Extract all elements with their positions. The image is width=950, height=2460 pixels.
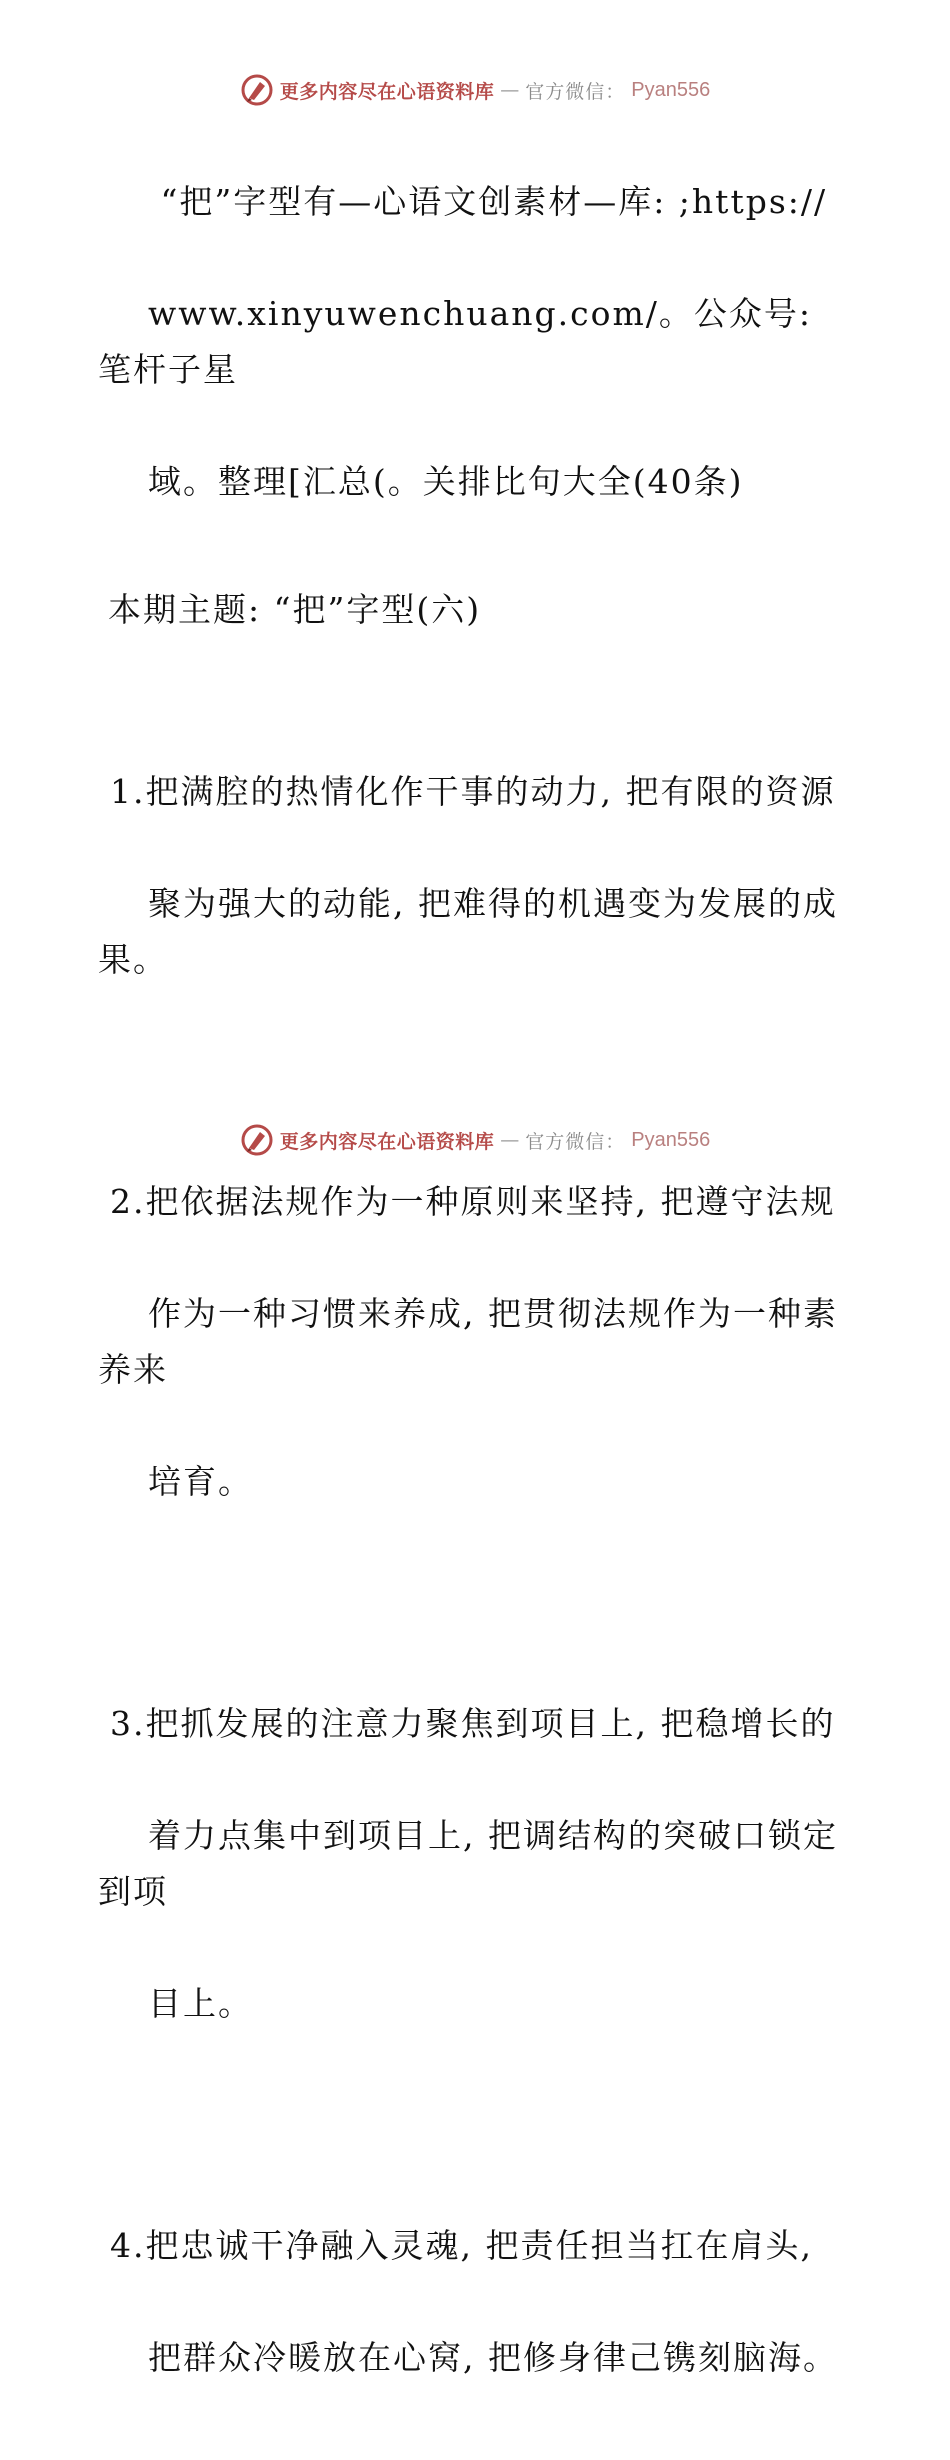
item-line: 目上。 bbox=[147, 1984, 253, 2023]
banner-brand-text: 更多内容尽在心语资料库 bbox=[279, 1130, 495, 1153]
section-subtitle: 本期主题: “把”字型(六) bbox=[108, 590, 482, 629]
banner-wechat-handle: Pyan556 bbox=[631, 78, 711, 101]
footer-banner bbox=[0, 1122, 950, 1158]
intro-line-2: www.xinyuwenchuang.com/。公众号: 笔杆子星 bbox=[98, 294, 825, 389]
pen-logo-icon bbox=[240, 73, 274, 107]
header-banner bbox=[0, 72, 950, 108]
intro-paragraph bbox=[98, 118, 858, 566]
list-item-4 bbox=[98, 2106, 858, 2442]
item-line: 2.把依据法规作为一种原则来坚持, 把遵守法规 bbox=[110, 1182, 836, 1221]
item-line: 4.把忠诚干净融入灵魂, 把责任担当扛在肩头, bbox=[110, 2226, 813, 2265]
banner-wechat-label: 官方微信： bbox=[525, 1130, 626, 1153]
item-line: 把群众冷暖放在心窝, 把修身律己镌刻脑海。 bbox=[147, 2338, 838, 2377]
banner-dash: — bbox=[500, 79, 520, 101]
item-line: 培育。 bbox=[147, 1462, 253, 1501]
banner-wechat-handle: Pyan556 bbox=[631, 1128, 711, 1151]
list-item-1 bbox=[98, 652, 858, 1044]
banner-brand-text: 更多内容尽在心语资料库 bbox=[279, 80, 495, 103]
banner-wechat-label: 官方微信： bbox=[525, 80, 626, 103]
intro-line-1: “把”字型有—心语文创素材—库: ;https:// bbox=[147, 182, 828, 221]
item-line: 作为一种习惯来养成, 把贯彻法规作为一种素养来 bbox=[98, 1294, 838, 1389]
banner-dash: — bbox=[500, 1129, 520, 1151]
document-body bbox=[98, 118, 858, 2460]
item-line: 着力点集中到项目上, 把调结构的突破口锁定到项 bbox=[98, 1816, 838, 1911]
list-item-3 bbox=[98, 1584, 858, 2088]
item-line: 1.把满腔的热情化作干事的动力, 把有限的资源 bbox=[110, 772, 836, 811]
item-line: 3.把抓发展的注意力聚焦到项目上, 把稳增长的 bbox=[110, 1704, 836, 1743]
intro-line-3: 域。整理[汇总(。关排比句大全(40条) bbox=[147, 462, 744, 501]
item-line: 聚为强大的动能, 把难得的机遇变为发展的成果。 bbox=[98, 884, 838, 979]
pen-logo-icon bbox=[240, 1123, 274, 1157]
